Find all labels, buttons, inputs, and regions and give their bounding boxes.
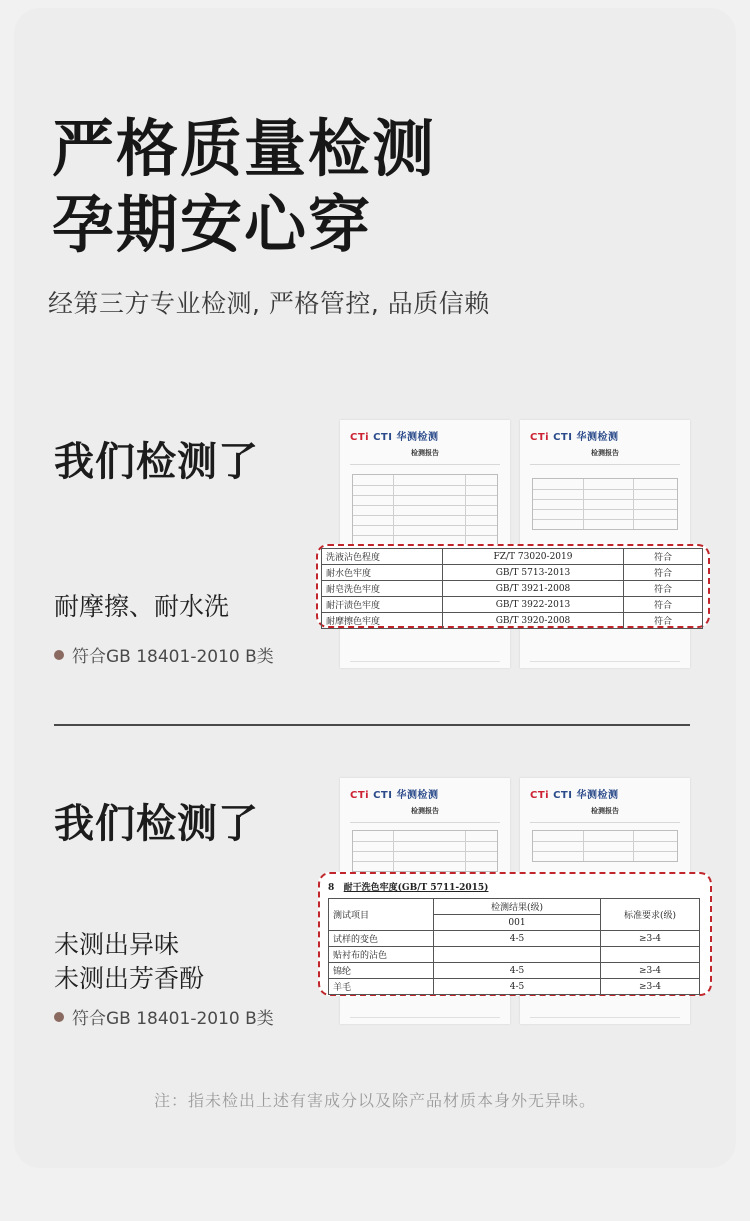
test-item-cell: 耐汗渍色牢度 [322, 597, 443, 613]
test-item-cell: 耐皂洗色牢度 [322, 581, 443, 597]
report-logo: CTi CTI 华测检测 [530, 790, 619, 801]
table-row [322, 581, 703, 597]
test-item-cell: 试样的变色 [329, 931, 434, 947]
result-cell: 符合 [624, 549, 703, 565]
table-row [322, 597, 703, 613]
dry-cleaning-table [328, 898, 700, 995]
report-title: 检测报告 [591, 807, 619, 815]
bullet-dot-icon [54, 1012, 64, 1022]
report-table [532, 830, 678, 862]
test-item-cell: 耐水色牢度 [322, 565, 443, 581]
header-result: 检测结果(级) [434, 899, 601, 915]
test-item-cell: 羊毛 [329, 979, 434, 995]
footnote: 注：指未检出上述有害成分以及除产品材质本身外无异味。 [153, 1091, 596, 1110]
section-divider [54, 724, 690, 726]
result-cell [434, 947, 601, 963]
report-table [352, 830, 498, 872]
requirement-cell: ≥3-4 [601, 931, 700, 947]
colorfastness-table [321, 548, 703, 629]
table-row [329, 931, 700, 947]
table-row [322, 565, 703, 581]
header-requirement: 标准要求(级) [601, 899, 700, 931]
section1-standard-text: 符合GB 18401-2010 B类 [72, 647, 274, 667]
section1-feature: 耐摩擦、耐水洗 [54, 592, 230, 621]
section2-feature-1: 未测出异味 [54, 930, 180, 959]
result-cell: 4-5 [434, 963, 601, 979]
result-cell: 符合 [624, 581, 703, 597]
header-sample: 001 [434, 915, 601, 931]
table-row [329, 963, 700, 979]
test-method-cell: GB/T 3922-2013 [443, 597, 624, 613]
requirement-cell [601, 947, 700, 963]
requirement-cell: ≥3-4 [601, 979, 700, 995]
header-test-item: 测试项目 [329, 899, 434, 931]
report-zoom-highlight-1 [316, 544, 710, 628]
test-method-cell: GB/T 5713-2013 [443, 565, 624, 581]
requirement-cell: ≥3-4 [601, 963, 700, 979]
section1-standard [54, 642, 274, 667]
bullet-dot-icon [54, 650, 64, 660]
test-item-cell: 锦纶 [329, 963, 434, 979]
result-cell: 4-5 [434, 931, 601, 947]
report-title: 检测报告 [591, 449, 619, 457]
report-zoom-highlight-2 [318, 872, 712, 996]
test-item-cell: 洗液沾色程度 [322, 549, 443, 565]
subtitle: 经第三方专业检测, 严格管控, 品质信赖 [48, 289, 490, 318]
test-method-cell: GB/T 3920-2008 [443, 613, 624, 629]
main-title-line1: 严格质量检测 [52, 112, 437, 185]
report-title: 检测报告 [411, 807, 439, 815]
section2-standard [54, 1004, 274, 1029]
table-row [329, 979, 700, 995]
report-logo: CTi CTI 华测检测 [350, 432, 439, 443]
section2-heading: 我们检测了 [54, 801, 259, 847]
test-method-cell: GB/T 3921-2008 [443, 581, 624, 597]
result-cell: 4-5 [434, 979, 601, 995]
table-row [322, 613, 703, 629]
section2-standard-text: 符合GB 18401-2010 B类 [72, 1009, 274, 1029]
report-table [352, 474, 498, 546]
table-row [329, 947, 700, 963]
report-logo: CTi CTI 华测检测 [350, 790, 439, 801]
result-cell: 符合 [624, 565, 703, 581]
test-item-cell: 耐摩擦色牢度 [322, 613, 443, 629]
report-table [532, 478, 678, 530]
test-item-cell: 贴衬布的沾色 [329, 947, 434, 963]
report-logo: CTi CTI 华测检测 [530, 432, 619, 443]
result-cell: 符合 [624, 597, 703, 613]
report-title: 检测报告 [411, 449, 439, 457]
table-row [322, 549, 703, 565]
section1-heading: 我们检测了 [54, 439, 259, 485]
main-title-line2: 孕期安心穿 [52, 188, 373, 261]
dry-cleaning-caption: 8 耐干洗色牢度(GB/T 5711-2015) [328, 883, 489, 893]
result-cell: 符合 [624, 613, 703, 629]
section2-feature-2: 未测出芳香酚 [54, 964, 205, 993]
test-method-cell: FZ/T 73020-2019 [443, 549, 624, 565]
